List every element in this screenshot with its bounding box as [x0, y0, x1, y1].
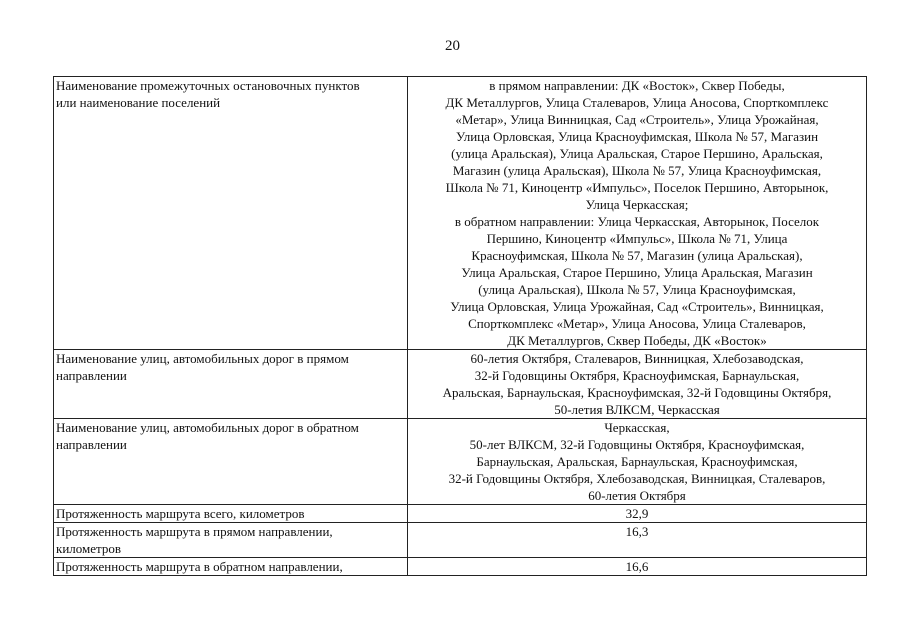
row-label — [54, 505, 408, 523]
page-number: 20 — [445, 38, 460, 54]
streets-line: Барнаульская, Аральская, Барнаульская, Красноуфимская, — [476, 454, 798, 469]
streets-line: Аральская, Барнаульская, Красноуфимская, 32-й Годовщины Октября, — [442, 385, 832, 400]
streets-line: 50-лет ВЛКСМ, 32-й Годовщины Октября, Красноуфимская, — [469, 437, 805, 452]
label-line: Протяженность маршрута всего, километров — [56, 506, 305, 521]
table-row-total-length — [54, 505, 867, 523]
stops-line: Улица Орловская, Улица Урожайная, Сад «Строитель», Винницкая, — [450, 299, 824, 314]
label-line: Наименование улиц, автомобильных дорог в обратном — [56, 420, 359, 435]
stops-line: Красноуфимская, Школа № 57, Магазин (улица Аральская), — [471, 248, 803, 263]
stops-line: Улица Аральская, Старое Першино, Улица Аральская, Магазин — [461, 265, 813, 280]
stops-line: Магазин (улица Аральская), Школа № 57, Улица Красноуфимская, — [452, 163, 822, 178]
length-value: 16,6 — [625, 559, 649, 574]
row-label — [54, 419, 408, 505]
row-label — [54, 350, 408, 419]
row-label — [54, 523, 408, 558]
stops-line: «Метар», Улица Винницкая, Сад «Строитель», Улица Урожайная, — [455, 112, 819, 127]
table-row-reverse-length — [54, 558, 867, 576]
label-line: Протяженность маршрута в обратном направлении, — [56, 559, 343, 574]
stops-list — [408, 77, 867, 350]
stops-line: в прямом направлении: ДК «Восток», Сквер Победы, — [489, 78, 785, 93]
stops-line: в обратном направлении: Улица Черкасская, Авторынок, Поселок — [454, 214, 820, 229]
stops-line: Школа № 71, Киноцентр «Импульс», Поселок Першино, Авторынок, — [445, 180, 829, 195]
stops-line: Улица Орловская, Улица Красноуфимская, Школа № 57, Магазин — [455, 129, 819, 144]
stops-line: ДК Металлургов, Сквер Победы, ДК «Восток» — [507, 333, 767, 348]
stops-line: ДК Металлургов, Улица Сталеваров, Улица Аносова, Спорткомплекс — [445, 95, 829, 110]
label-line: направлении — [56, 437, 127, 452]
label-line: направлении — [56, 368, 127, 383]
route-table — [53, 76, 867, 576]
stops-line: (улица Аральская), Школа № 57, Улица Красноуфимская, — [478, 282, 796, 297]
table-row-forward-length — [54, 523, 867, 558]
label-line: километров — [56, 541, 121, 556]
reverse-length-value — [408, 558, 867, 576]
streets-reverse-list — [408, 419, 867, 505]
streets-line: 60-летия Октября, Сталеваров, Винницкая, Хлебозаводская, — [470, 351, 804, 366]
table-row-streets-reverse — [54, 419, 867, 505]
stops-line: Першино, Киноцентр «Импульс», Школа № 71, Улица — [486, 231, 788, 246]
table-row-streets-forward — [54, 350, 867, 419]
stops-line: Улица Черкасская; — [585, 197, 689, 212]
streets-line: 32-й Годовщины Октября, Красноуфимская, Барнаульская, — [474, 368, 800, 383]
length-value: 32,9 — [625, 506, 649, 521]
forward-length-value — [408, 523, 867, 558]
streets-line: 60-летия Октября — [588, 488, 686, 503]
streets-forward-list — [408, 350, 867, 419]
length-value: 16,3 — [625, 524, 649, 539]
streets-line: 32-й Годовщины Октября, Хлебозаводская, Винницкая, Сталеваров, — [448, 471, 826, 486]
streets-line: Черкасская, — [604, 420, 670, 435]
row-label — [54, 77, 408, 350]
stops-line: Спорткомплекс «Метар», Улица Аносова, Улица Сталеваров, — [468, 316, 806, 331]
label-line: Наименование промежуточных остановочных пунктов — [56, 78, 360, 93]
stops-line: (улица Аральская), Улица Аральская, Старое Першино, Аральская, — [451, 146, 823, 161]
table-row-intermediate-stops — [54, 77, 867, 350]
label-line: или наименование поселений — [56, 95, 221, 110]
row-label — [54, 558, 408, 576]
streets-line: 50-летия ВЛКСМ, Черкасская — [554, 402, 720, 417]
label-line: Протяженность маршрута в прямом направлении, — [56, 524, 333, 539]
label-line: Наименование улиц, автомобильных дорог в прямом — [56, 351, 349, 366]
total-length-value — [408, 505, 867, 523]
